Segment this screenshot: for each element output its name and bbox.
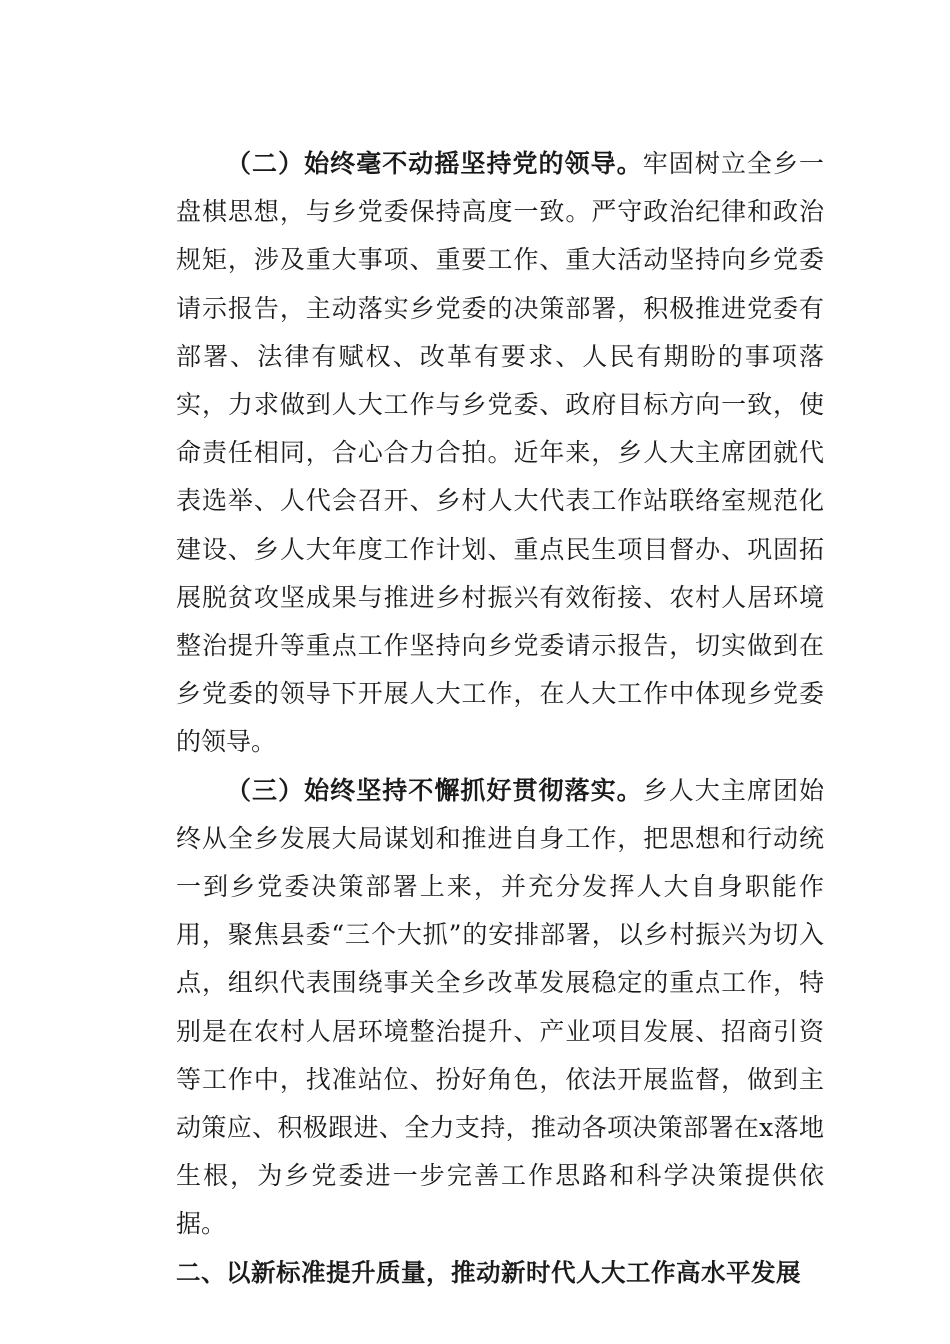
paragraph-implementation-body: 乡人大主席团始终从全乡发展大局谋划和推进自身工作，把思想和行动统一到乡党委决策部署上来，并充分发挥人大自身职能作用，聚焦县委“三个大抓”的安排部署，以乡村振兴为切入点，组织代表围绕事关全乡改革发展稳定的重点工作，特别是在农村人居环境整治提升、产业项目发展、招商引资等工作中，找准站位、扮好角色，依法开展监督，做到主动策应、积极跟进、全力支持，推动各项决策部署在x落地生根，为乡党委进一步完善工作思路和科学决策提供依据。	[176, 775, 824, 1239]
section-heading: 二、以新标准提升质量，推动新时代人大工作高水平发展	[176, 1257, 801, 1287]
paragraph-leadership-lead: （二）始终毫不动摇坚持党的领导。	[226, 149, 643, 178]
paragraph-leadership-body: 牢固树立全乡一盘棋思想，与乡党委保持高度一致。严守政治纪律和政治规矩，涉及重大事项、重要工作、重大活动坚持向乡党委请示报告，主动落实乡党委的决策部署，积极推进党委有部署、法律有赋权、改革有要求、人民有期盼的事项落实，力求做到人大工作与乡党委、政府目标方向一致，使命责任相同，合心合力合拍。近年来，乡人大主席团就代表选举、人代会召开、乡村人大代表工作站联络室规范化建设、乡人大年度工作计划、重点民生项目督办、巩固拓展脱贫攻坚成果与推进乡村振兴有效衔接、农村人居环境整治提升等重点工作坚持向乡党委请示报告，切实做到在乡党委的领导下开展人大工作，在人大工作中体现乡党委的领导。	[176, 149, 824, 757]
document-body	[176, 140, 824, 1297]
paragraph-implementation-lead: （三）始终坚持不懈抓好贯彻落实。	[226, 775, 643, 805]
paragraph-implementation	[176, 767, 824, 1249]
paragraph-leadership	[176, 140, 824, 767]
